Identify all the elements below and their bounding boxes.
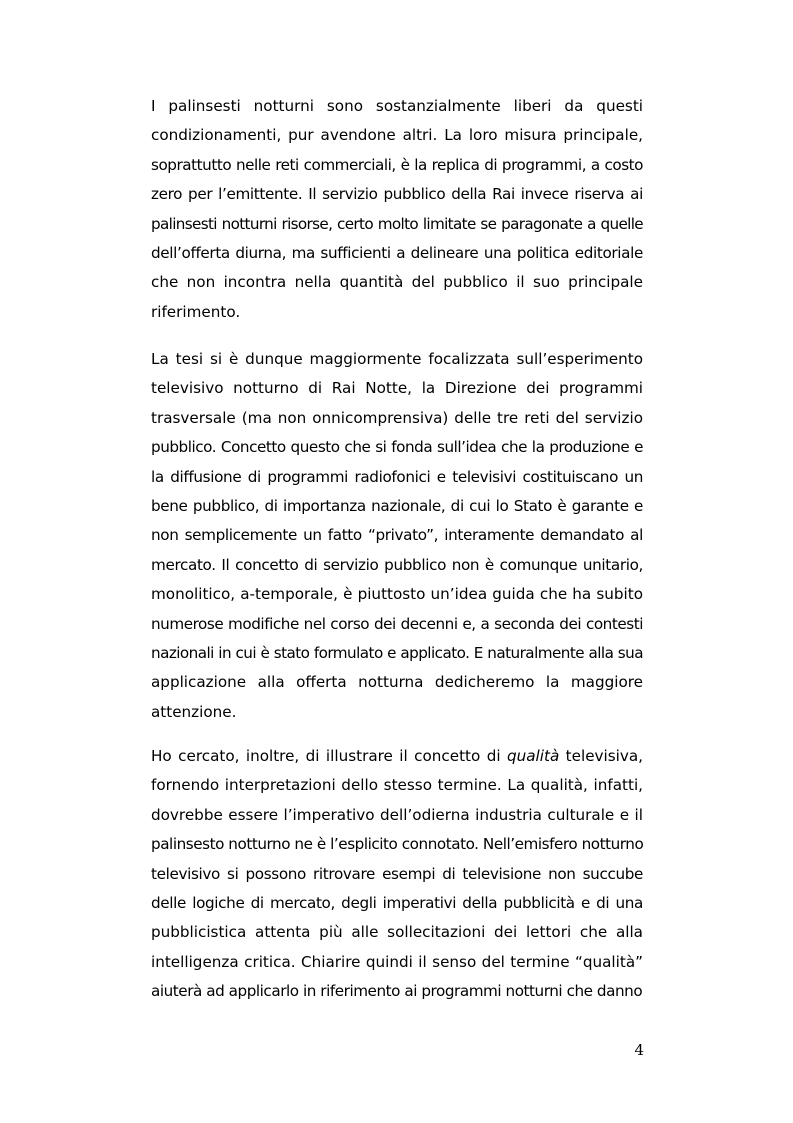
text-line xyxy=(151,433,643,462)
text-segment: bene pubblico, di importanza nazionale, di cui lo Stato è garante e xyxy=(151,497,643,515)
text-line xyxy=(151,151,643,180)
text-segment: palinsesti notturni risorse, certo molto limitate se paragonate a quelle xyxy=(151,214,643,233)
text-segment: dovrebbe essere l’imperativo dell’odierna industria culturale e il xyxy=(151,805,643,824)
text-segment: La tesi si è dunque maggiormente focalizzata sull’esperimento xyxy=(151,350,643,368)
text-line xyxy=(151,771,643,800)
text-line xyxy=(151,374,643,403)
text-segment: fornendo interpretazioni dello stesso termine. La qualità, infatti, xyxy=(151,776,643,795)
text-segment: delle logiche di mercato, degli imperativi della pubblicità e di una xyxy=(151,894,643,912)
text-line xyxy=(151,889,643,918)
text-segment: mercato. Il concetto di servizio pubblico non è comunque unitario, xyxy=(151,555,643,574)
text-segment: la diffusione di programmi radiofonici e televisivi costituiscano un xyxy=(151,467,643,486)
text-line xyxy=(151,404,643,433)
text-segment: nazionali in cui è stato formulato e applicato. E naturalmente alla sua xyxy=(151,644,643,662)
text-line xyxy=(151,918,643,947)
text-segment: attenzione. xyxy=(151,702,237,721)
text-line xyxy=(151,463,643,492)
text-segment: pubblico. Concetto questo che si fonda sull’idea che la produzione e xyxy=(151,438,643,457)
text-segment: televisiva, xyxy=(559,747,643,765)
text-line xyxy=(151,521,643,550)
text-segment: televisivo notturno di Rai Notte, la Direzione dei programmi xyxy=(151,379,643,398)
text-line xyxy=(151,239,643,268)
text-segment: palinsesto notturno ne è l’esplicito connotato. Nell’emisfero notturno xyxy=(151,835,644,854)
text-segment: riferimento. xyxy=(151,302,241,321)
text-segment: monolitico, a-temporale, è piuttosto un’idea guida che ha subito xyxy=(151,585,643,604)
text-segment: televisivo si possono ritrovare esempi di televisione non succube xyxy=(151,864,643,883)
page-number: 4 xyxy=(634,1041,644,1059)
text-line xyxy=(151,210,643,239)
italic-text-segment: qualità xyxy=(506,747,560,765)
text-segment: applicazione alla offerta notturna dedicheremo la maggiore xyxy=(151,673,643,692)
text-segment: zero per l’emittente. Il servizio pubblico della Rai invece riserva ai xyxy=(151,185,643,204)
text-line xyxy=(151,268,643,297)
text-line xyxy=(151,698,643,727)
text-line xyxy=(151,180,643,209)
text-segment: trasversale (ma non onnicomprensiva) delle tre reti del servizio xyxy=(151,408,643,427)
text-line xyxy=(151,610,643,639)
text-line xyxy=(151,92,643,121)
text-line xyxy=(151,345,643,374)
text-segment: intelligenza critica. Chiarire quindi il senso del termine “qualità” xyxy=(151,952,643,971)
text-segment: dell’offerta diurna, ma sufficienti a delineare una politica editoriale xyxy=(151,244,643,262)
text-segment: condizionamenti, pur avendone altri. La loro misura principale, xyxy=(151,126,643,145)
text-segment: Ho cercato, inoltre, di illustrare il concetto di xyxy=(151,747,507,765)
text-segment: soprattutto nelle reti commerciali, è la replica di programmi, a costo xyxy=(151,155,643,174)
text-line xyxy=(151,977,643,1006)
text-line xyxy=(151,948,643,977)
text-segment: aiuterà ad applicarlo in riferimento ai programmi notturni che danno xyxy=(151,982,643,1001)
text-segment: che non incontra nella quantità del pubblico il suo principale xyxy=(151,273,643,292)
text-line xyxy=(151,801,643,830)
text-segment: numerose modifiche nel corso dei decenni e, a seconda dei contesti xyxy=(151,614,643,633)
text-line xyxy=(151,551,643,580)
text-line xyxy=(151,298,643,327)
text-segment: pubblicistica attenta più alle sollecitazioni dei lettori che alla xyxy=(151,923,643,942)
text-line xyxy=(151,121,643,150)
text-line xyxy=(151,860,643,889)
text-segment: I palinsesti notturni sono sostanzialmente liberi da questi xyxy=(151,97,643,115)
text-line xyxy=(151,668,643,697)
text-line xyxy=(151,742,643,771)
text-segment: non semplicemente un fatto “privato”, interamente demandato al xyxy=(151,526,643,545)
text-line xyxy=(151,639,643,668)
text-line xyxy=(151,580,643,609)
text-line xyxy=(151,492,643,521)
text-line xyxy=(151,830,643,859)
